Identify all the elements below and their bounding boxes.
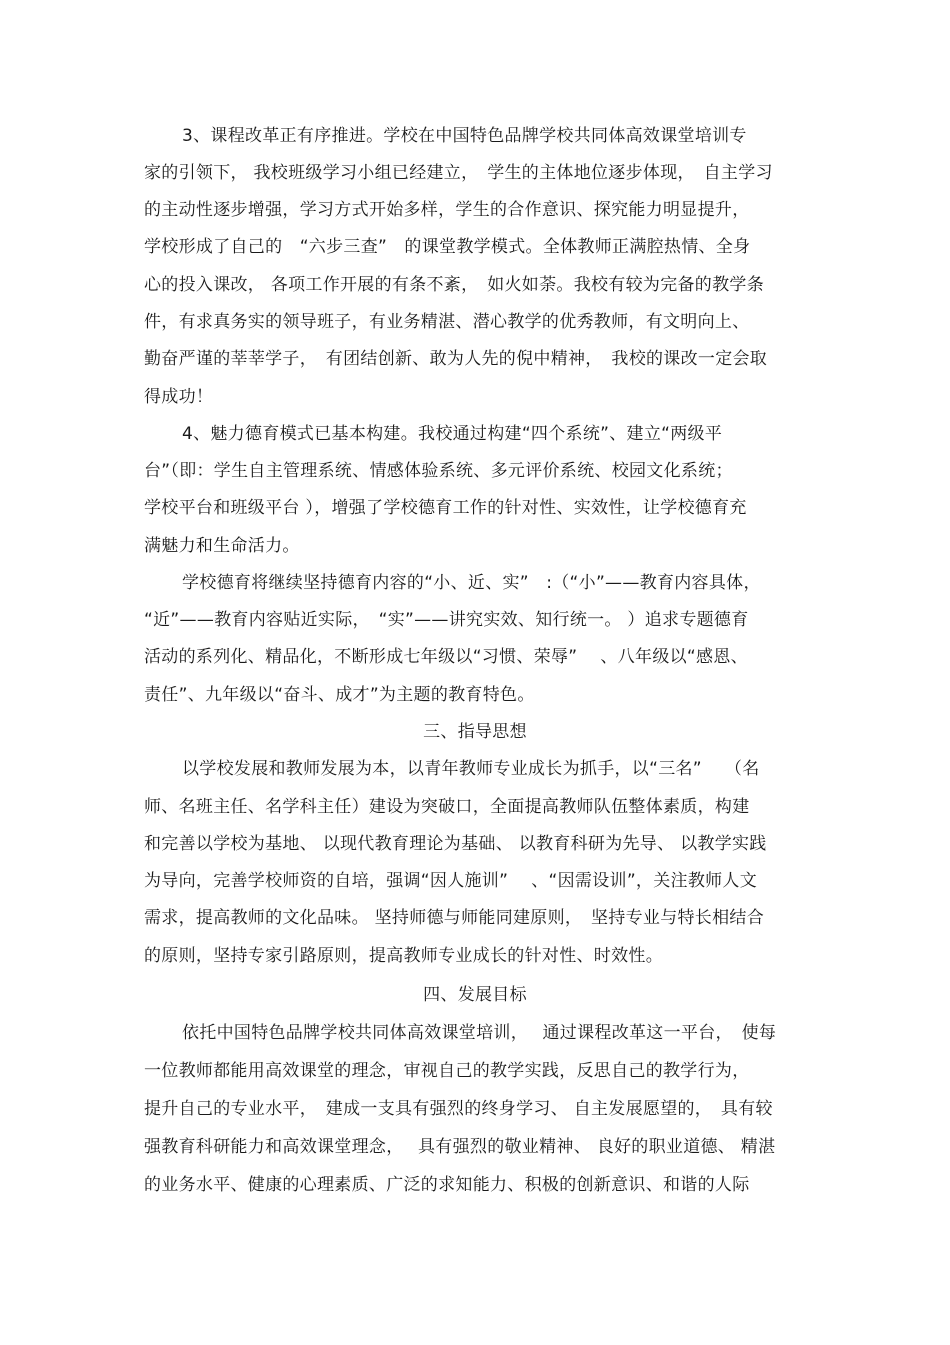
section-heading-guiding-ideology: 三、指导思想 [423, 722, 527, 742]
development-goals-line-4: 强教育科研能力和高效课堂理念， 具有强烈的敬业精神、 良好的职业道德、 精湛 [144, 1137, 776, 1157]
paragraph-3-line-6: 件，有求真务实的领导班子，有业务精湛、潜心教学的优秀教师，有文明向上、 [144, 312, 750, 332]
moral-education-line-2: “近”——教育内容贴近实际， “实”——讲究实效、知行统一。 ）追求专题德育 [144, 610, 749, 630]
section-heading-development-goals: 四、发展目标 [423, 985, 527, 1005]
guiding-ideology-line-6: 的原则，坚持专家引路原则，提高教师专业成长的针对性、时效性。 [144, 946, 663, 966]
guiding-ideology-line-1: 以学校发展和教师发展为本，以青年教师专业成长为抓手，以“三名” （名 [182, 759, 760, 779]
paragraph-3-line-5: 心的投入课改， 各项工作开展的有条不紊， 如火如荼。我校有较为完备的教学条 [144, 275, 765, 295]
moral-education-line-3: 活动的系列化、精品化，不断形成七年级以“习惯、荣辱” 、八年级以“感恩、 [144, 647, 748, 667]
paragraph-3-line-4: 学校形成了自己的 “六步三查” 的课堂教学模式。全体教师正满腔热情、全身 [144, 237, 751, 257]
paragraph-4-line-3: 学校平台和班级平台 ），增强了学校德育工作的针对性、实效性，让学校德育充 [144, 498, 747, 518]
guiding-ideology-line-5: 需求，提高教师的文化品味。 坚持师德与师能同建原则， 坚持专业与特长相结合 [144, 908, 765, 928]
paragraph-4-line-2: 台”（即：学生自主管理系统、情感体验系统、多元评价系统、校园文化系统； [144, 461, 733, 481]
guiding-ideology-line-2: 师、名班主任、名学科主任）建设为突破口，全面提高教师队伍整体素质，构建 [144, 797, 750, 817]
paragraph-3-line-2: 家的引领下， 我校班级学习小组已经建立， 学生的主体地位逐步体现， 自主学习 [144, 163, 773, 183]
moral-education-line-1: 学校德育将继续坚持德育内容的“小、近、实” :（“小”——教育内容具体， [182, 573, 761, 593]
moral-education-line-4: 责任”、九年级以“奋斗、成才”为主题的教育特色。 [144, 685, 535, 705]
paragraph-3-line-8: 得成功！ [144, 387, 214, 407]
paragraph-4-line-1: 4、魅力德育模式已基本构建。我校通过构建“四个系统”、建立“两级平 [182, 424, 723, 444]
guiding-ideology-line-4: 为导向，完善学校师资的自培，强调“因人施训” 、“因需设训”，关注教师人文 [144, 871, 758, 891]
development-goals-line-5: 的业务水平、健康的心理素质、广泛的求知能力、积极的创新意识、和谐的人际 [144, 1175, 750, 1195]
paragraph-3-line-3: 的主动性逐步增强，学习方式开始多样，学生的合作意识、探究能力明显提升， [144, 200, 750, 220]
paragraph-3-line-1: 3、课程改革正有序推进。学校在中国特色品牌学校共同体高效课堂培训专 [182, 126, 747, 146]
development-goals-line-1: 依托中国特色品牌学校共同体高效课堂培训， 通过课程改革这一平台， 使每 [182, 1023, 777, 1043]
paragraph-4-line-4: 满魅力和生命活力。 [144, 536, 300, 556]
guiding-ideology-line-3: 和完善以学校为基地、 以现代教育理论为基础、 以教育科研为先导、 以教学实践 [144, 834, 767, 854]
development-goals-line-3: 提升自己的专业水平， 建成一支具有强烈的终身学习、 自主发展愿望的， 具有较 [144, 1099, 773, 1119]
paragraph-3-line-7: 勤奋严谨的莘莘学子， 有团结创新、敢为人先的倪中精神， 我校的课改一定会取 [144, 349, 768, 369]
development-goals-line-2: 一位教师都能用高效课堂的理念，审视自己的教学实践，反思自己的教学行为， [144, 1061, 750, 1081]
